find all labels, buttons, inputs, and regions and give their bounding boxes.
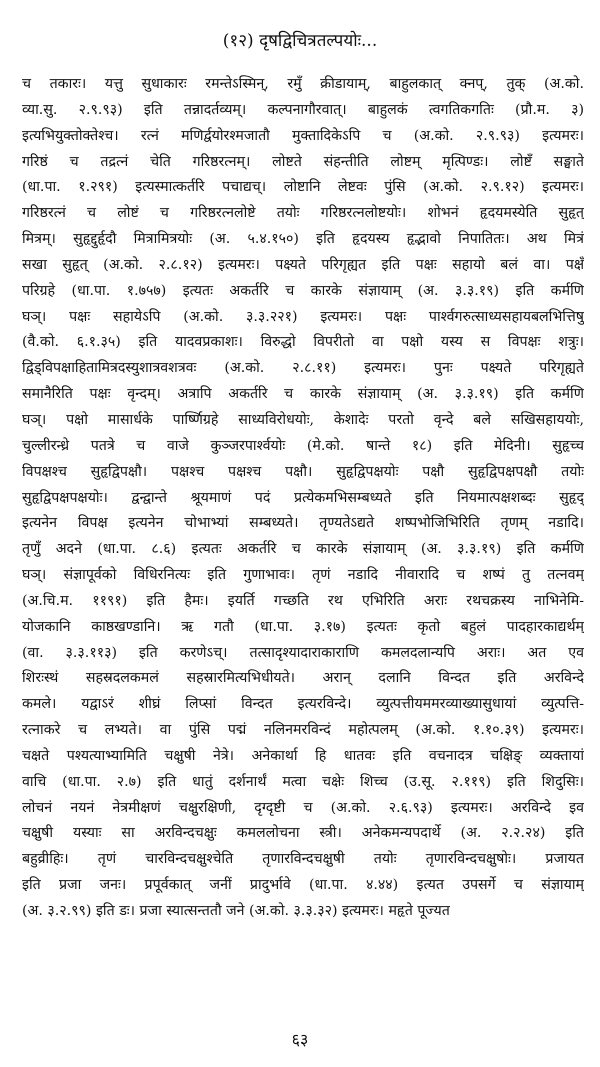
text-line: घञ्। पक्षो मासार्धके पार्ष्णिग्रहे साध्यविरोधयोः, केशादेः परतो वृन्दे बले सखिसहाययोः, [22,411,584,428]
page-number: ६३ [291,1030,309,1049]
text-line: चुल्लीरन्ध्रे पतत्रे च वाजे कुञ्जरपार्श्वयोः (मे.को. षान्ते १८) इति मेदिनी। सुहृच्च [22,437,584,454]
text-line: वाचि (धा.पा. २.७) इति धातुं दर्शनार्थं मत्वा चक्षेः शिच्च (उ.सू. २.११९) इति शिदुसिः। [22,773,584,790]
text-line: (अ. ३.२.९९) इति डः। प्रजा स्यात्सन्ततौ जने (अ.को. ३.३.३२) इत्यमरः। महृते पूज्यत [22,903,450,919]
body-text [22,72,584,925]
text-line: कमले। यद्वाऽरं शीघ्रं लिप्सां विन्दत इत्यरविन्दे। व्युत्पत्तीयममरव्याख्यासुधायां व्युत्पत्ति- [22,696,584,713]
text-line: समानैरिति पक्षः वृन्दम्। अत्रापि अकर्तरि च कारके संज्ञायाम् (अ. ३.३.१९) इति कर्मणि [22,386,584,403]
text-line: योजकानि काष्ठखण्डानि। ऋ गतौ (धा.पा. ३.१७) इत्यतः कृतो बहुलं पादहारकाद्यर्थम् [22,618,584,635]
text-line: घञ्। पक्षः सहायेऽपि (अ.को. ३.३.२२१) इत्यमरः। पक्षः पार्श्वगरुत्साध्यसहायबलभित्तिषु [22,308,584,325]
text-line: विपक्षश्च सुहृद्विपक्षौ। पक्षश्च पक्षश्च पक्षौ। सुहृद्विपक्षयोः पक्षौ सुहृद्विपक्षपक्षौ तयोः [22,463,584,480]
text-line: सुहृद्विपक्षपक्षयोः। द्वन्द्वान्ते श्रूयमाणं पदं प्रत्येकमभिसम्बध्यते इति नियमात्पक्षशब्दः सुहृद् [22,489,584,506]
text-line: गरिष्ठरत्नं च लोष्टं च गरिष्ठरत्नलोष्टे तयोः गरिष्ठरत्नलोष्टयोः। शोभनं हृदयमस्येति सुहृत् [22,205,584,222]
text-line: चक्षते पश्यत्याभ्यामिति चक्षुषी नेत्रे। अनेकार्था हि धातवः इति वचनादत्र चक्षिङ् व्यक्तायां [22,747,584,764]
text-line: रत्नाकरे च लभ्यते। वा पुंसि पद्मं नलिनमरविन्दं महोत्पलम् (अ.को. १.१०.३९) इत्यमरः। [22,722,584,739]
text-line: (वै.को. ६.१.३५) इति यादवप्रकाशः। विरुद्धो विपरीतो वा पक्षो यस्य स विपक्षः शत्रुः। [22,334,584,351]
text-line: लोचनं नयनं नेत्रमीक्षणं चक्षुरक्षिणी, दृग्दृष्टी च (अ.को. २.६.९३) इत्यमरः। अरविन्दे इव [22,799,584,816]
text-line: (अ.चि.म. ११९१) इति हैमः। इयर्ति गच्छति रथ एभिरिति अराः रथचक्रस्य नाभिनेमि- [22,592,584,609]
text-line: व्या.सु. २.९.९३) इति तन्नादर्तव्यम्। कल्पनागौरवात्। बाहुलकं त्वगतिकगतिः (प्रौ.म. ३) [22,101,584,118]
text-line: इति प्रजा जनः। प्रपूर्वकात् जनीं प्रादुर्भावे (धा.पा. ४.४४) इत्यत उपसर्गे च संज्ञायाम् [22,877,584,894]
text-line: (वा. ३.३.११३) इति करणेऽच्। तत्सादृश्यादाराकाराणि कमलदलान्यपि अराः। अत एव [22,644,584,661]
running-header: (१२) दृषद्विचित्रतल्पयोः... [222,31,378,51]
text-line: द्विड्विपक्षाहितामित्रदस्युशात्रवशत्रवः (अ.को. २.८.११) इत्यमरः। पुनः पक्ष्यते परिगृह्यते [22,360,584,377]
text-line: गरिष्ठं च तद्रत्नं चेति गरिष्ठरत्नम्। लोष्टते संहन्तीति लोष्टम् मृत्पिण्डः। लोष्टँ सङ्घाते [22,153,584,170]
text-line: बहुव्रीहिः। तृणं चारविन्दचक्षुश्चेति तृणारविन्दचक्षुषी तयोः तृणारविन्दचक्षुषोः। प्रजायत [22,851,584,868]
text-line: घञ्। संज्ञापूर्वको विधिरनित्यः इति गुणाभावः। तृणं नडादि नीवारादि च शष्पं तु तत्नवम् [22,567,584,584]
text-line: परिग्रहे (धा.पा. १.७५७) इत्यतः अकर्तरि च कारके संज्ञायाम् (अ. ३.३.१९) इति कर्मणि [22,282,584,299]
text-line: सखा सुहृत् (अ.को. २.८.१२) इत्यमरः। पक्ष्यते परिगृह्यत इति पक्षः सहायो बलं वा। पक्षँ [22,256,584,273]
text-line: चक्षुषी यस्याः सा अरविन्दचक्षुः कमललोचना स्त्री। अनेकमन्यपदार्थे (अ. २.२.२४) इति [22,825,584,842]
text-line: च तकारः। यत्तु सुधाकारः रमन्तेऽस्मिन्, रमुँ क्रीडायाम्, बाहुलकात् क्नप्, तुक् (अ.को. [22,76,584,92]
text-line: शिरःस्थं सहस्रदलकमलं सहस्रारमित्यभिधीयते। अरान् दलानि विन्दत इति अरविन्दे [22,670,584,687]
text-line: तृणुँ अदने (धा.पा. ८.६) इत्यतः अकर्तरि च कारके संज्ञायाम् (अ. ३.३.१९) इति कर्मणि [22,541,584,558]
text-line: (धा.पा. १.२९१) इत्यस्मात्कर्तरि पचाद्यच्। लोष्टानि लेष्टवः पुंसि (अ.को. २.९.१२) इत्यमरः। [22,179,584,196]
text-line: इत्यनेन विपक्ष इत्यनेन चोभाभ्यां सम्बध्यते। तृण्यतेऽद्यते शष्पभोजिभिरिति तृणम् नडादि। [22,515,584,532]
text-line: मित्रम्। सुहृद्दुर्हृदौ मित्रामित्रयोः (अ. ५.४.१५०) इति हृदयस्य हृद्भावो निपातितः। अथ मित्रं [22,231,584,248]
text-line: इत्यभियुक्तोक्तेश्च। रत्नं मणिर्द्वयोरश्मजातौ मुक्तादिकेऽपि च (अ.को. २.९.९३) इत्यमरः। [22,127,584,144]
